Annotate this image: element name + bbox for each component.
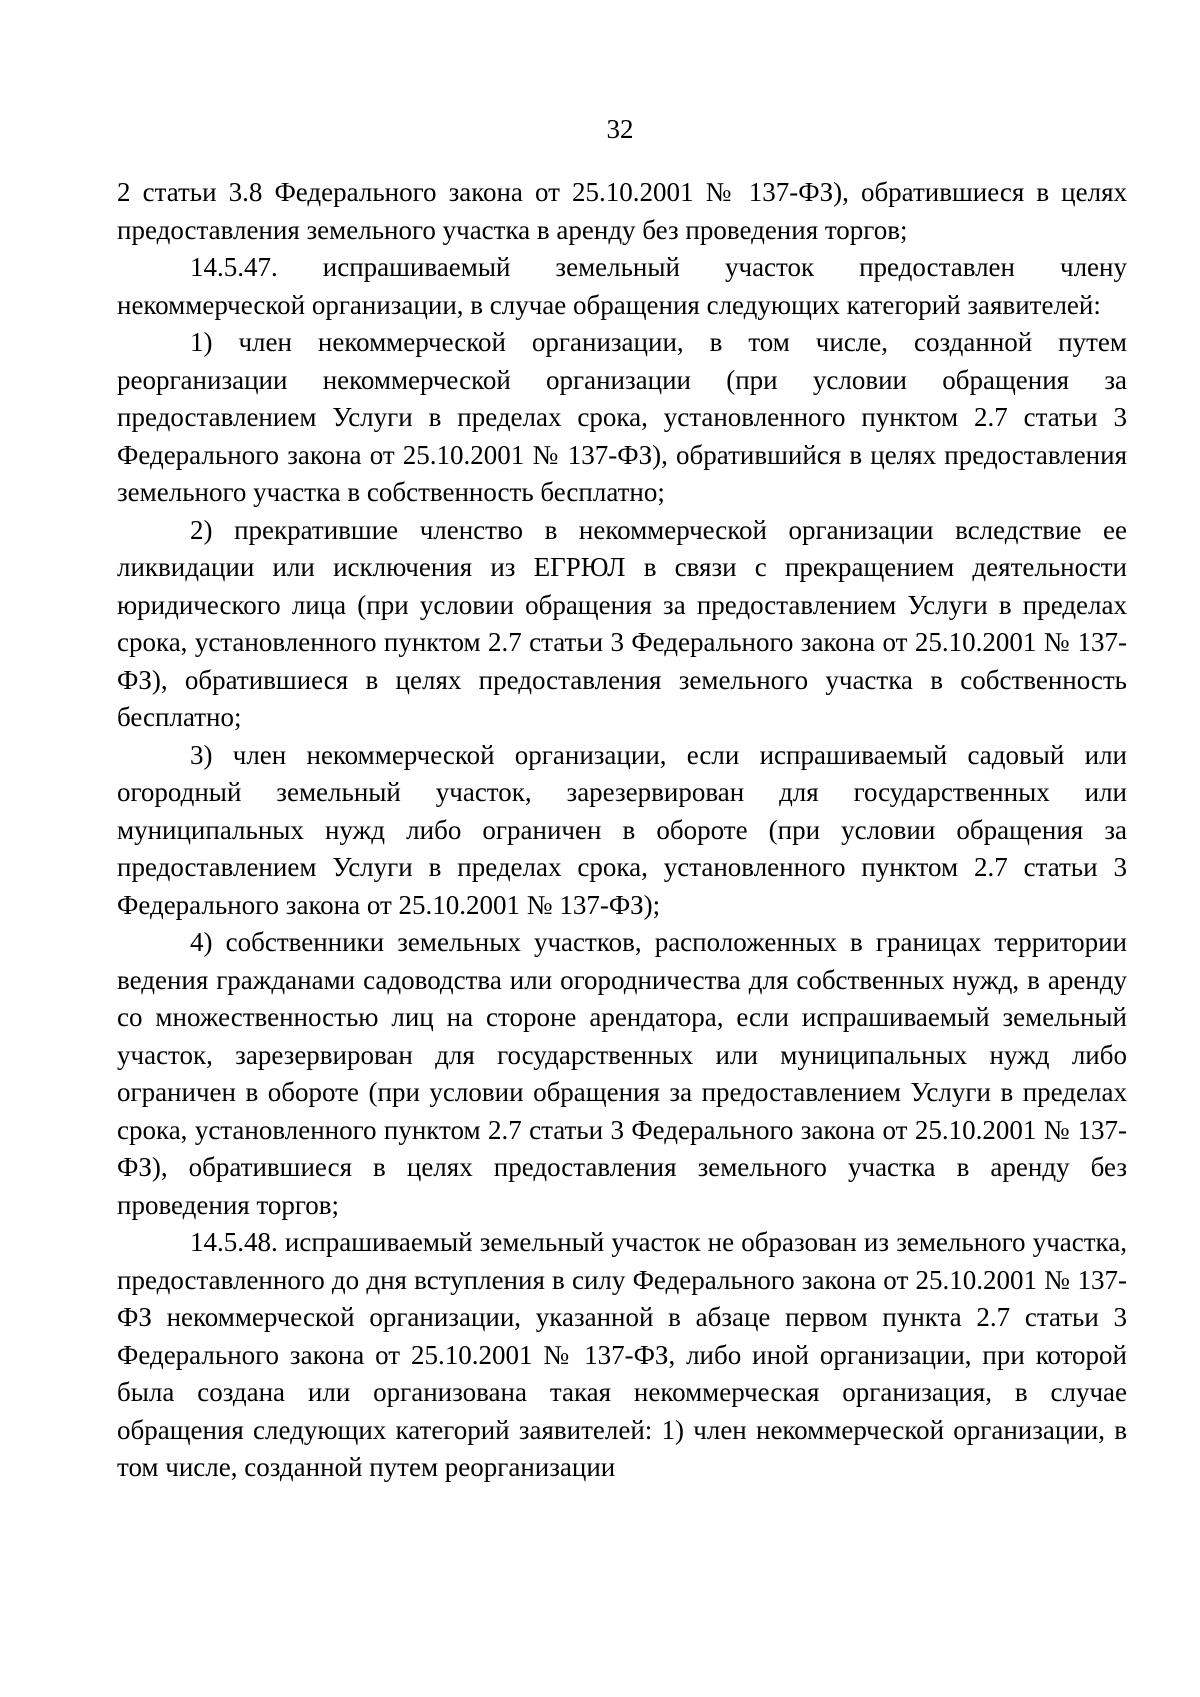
paragraph: 4) собственники земельных участков, расположенных в границах территории ведения гражданами садоводства или огородничества для собственных нужд, в аренду со множественностью лиц на стороне арендатора, если испрашиваемый земельный участок, зарезервирован для государственных или муниципальных нужд либо ограничен в обороте (при условии обращения за предоставлением Услуги в пределах срока, установленного пунктом 2.7 статьи 3 Федерального закона от 25.10.2001 № 137-ФЗ), обратившиеся в целях предоставления земельного участка в аренду без проведения торгов; [117, 927, 1127, 1220]
page-number: 32 [606, 114, 634, 144]
paragraph: 1) член некоммерческой организации, в том числе, созданной путем реорганизации некоммерческой организации (при условии обращения за предоставлением Услуги в пределах срока, установленного пунктом 2.7 статьи 3 Федерального закона от 25.10.2001 № 137-ФЗ), обратившийся в целях предоставления земельного участка в собственность бесплатно; [117, 327, 1127, 507]
document-body [117, 174, 1127, 1487]
paragraph: 14.5.47. испрашиваемый земельный участок предоставлен члену некоммерческой организации, в случае обращения следующих категорий заявителей: [117, 252, 1127, 320]
paragraph: 14.5.48. испрашиваемый земельный участок не образован из земельного участка, предоставленного до дня вступления в силу Федерального закона от 25.10.2001 № 137-ФЗ некоммерческой организации, указанной в абзаце первом пункта 2.7 статьи 3 Федерального закона от 25.10.2001 № 137-ФЗ, либо иной организации, при которой была создана или организована такая некоммерческая организация, в случае обращения следующих категорий заявителей: 1) член некоммерческой организации, в том числе, созданной путем реорганизации [117, 1227, 1127, 1482]
paragraph: 2) прекратившие членство в некоммерческой организации вследствие ее ликвидации или исключения из ЕГРЮЛ в связи с прекращением деятельности юридического лица (при условии обращения за предоставлением Услуги в пределах срока, установленного пунктом 2.7 статьи 3 Федерального закона от 25.10.2001 № 137-ФЗ), обратившиеся в целях предоставления земельного участка в собственность бесплатно; [117, 514, 1127, 732]
paragraph: 3) член некоммерческой организации, если испрашиваемый садовый или огородный земельный участок, зарезервирован для государственных или муниципальных нужд либо ограничен в обороте (при условии обращения за предоставлением Услуги в пределах срока, установленного пунктом 2.7 статьи 3 Федерального закона от 25.10.2001 № 137-ФЗ); [117, 739, 1127, 920]
paragraph: 2 статьи 3.8 Федерального закона от 25.10.2001 № 137-ФЗ), обратившиеся в целях предоставления земельного участка в аренду без проведения торгов; [117, 177, 1127, 245]
